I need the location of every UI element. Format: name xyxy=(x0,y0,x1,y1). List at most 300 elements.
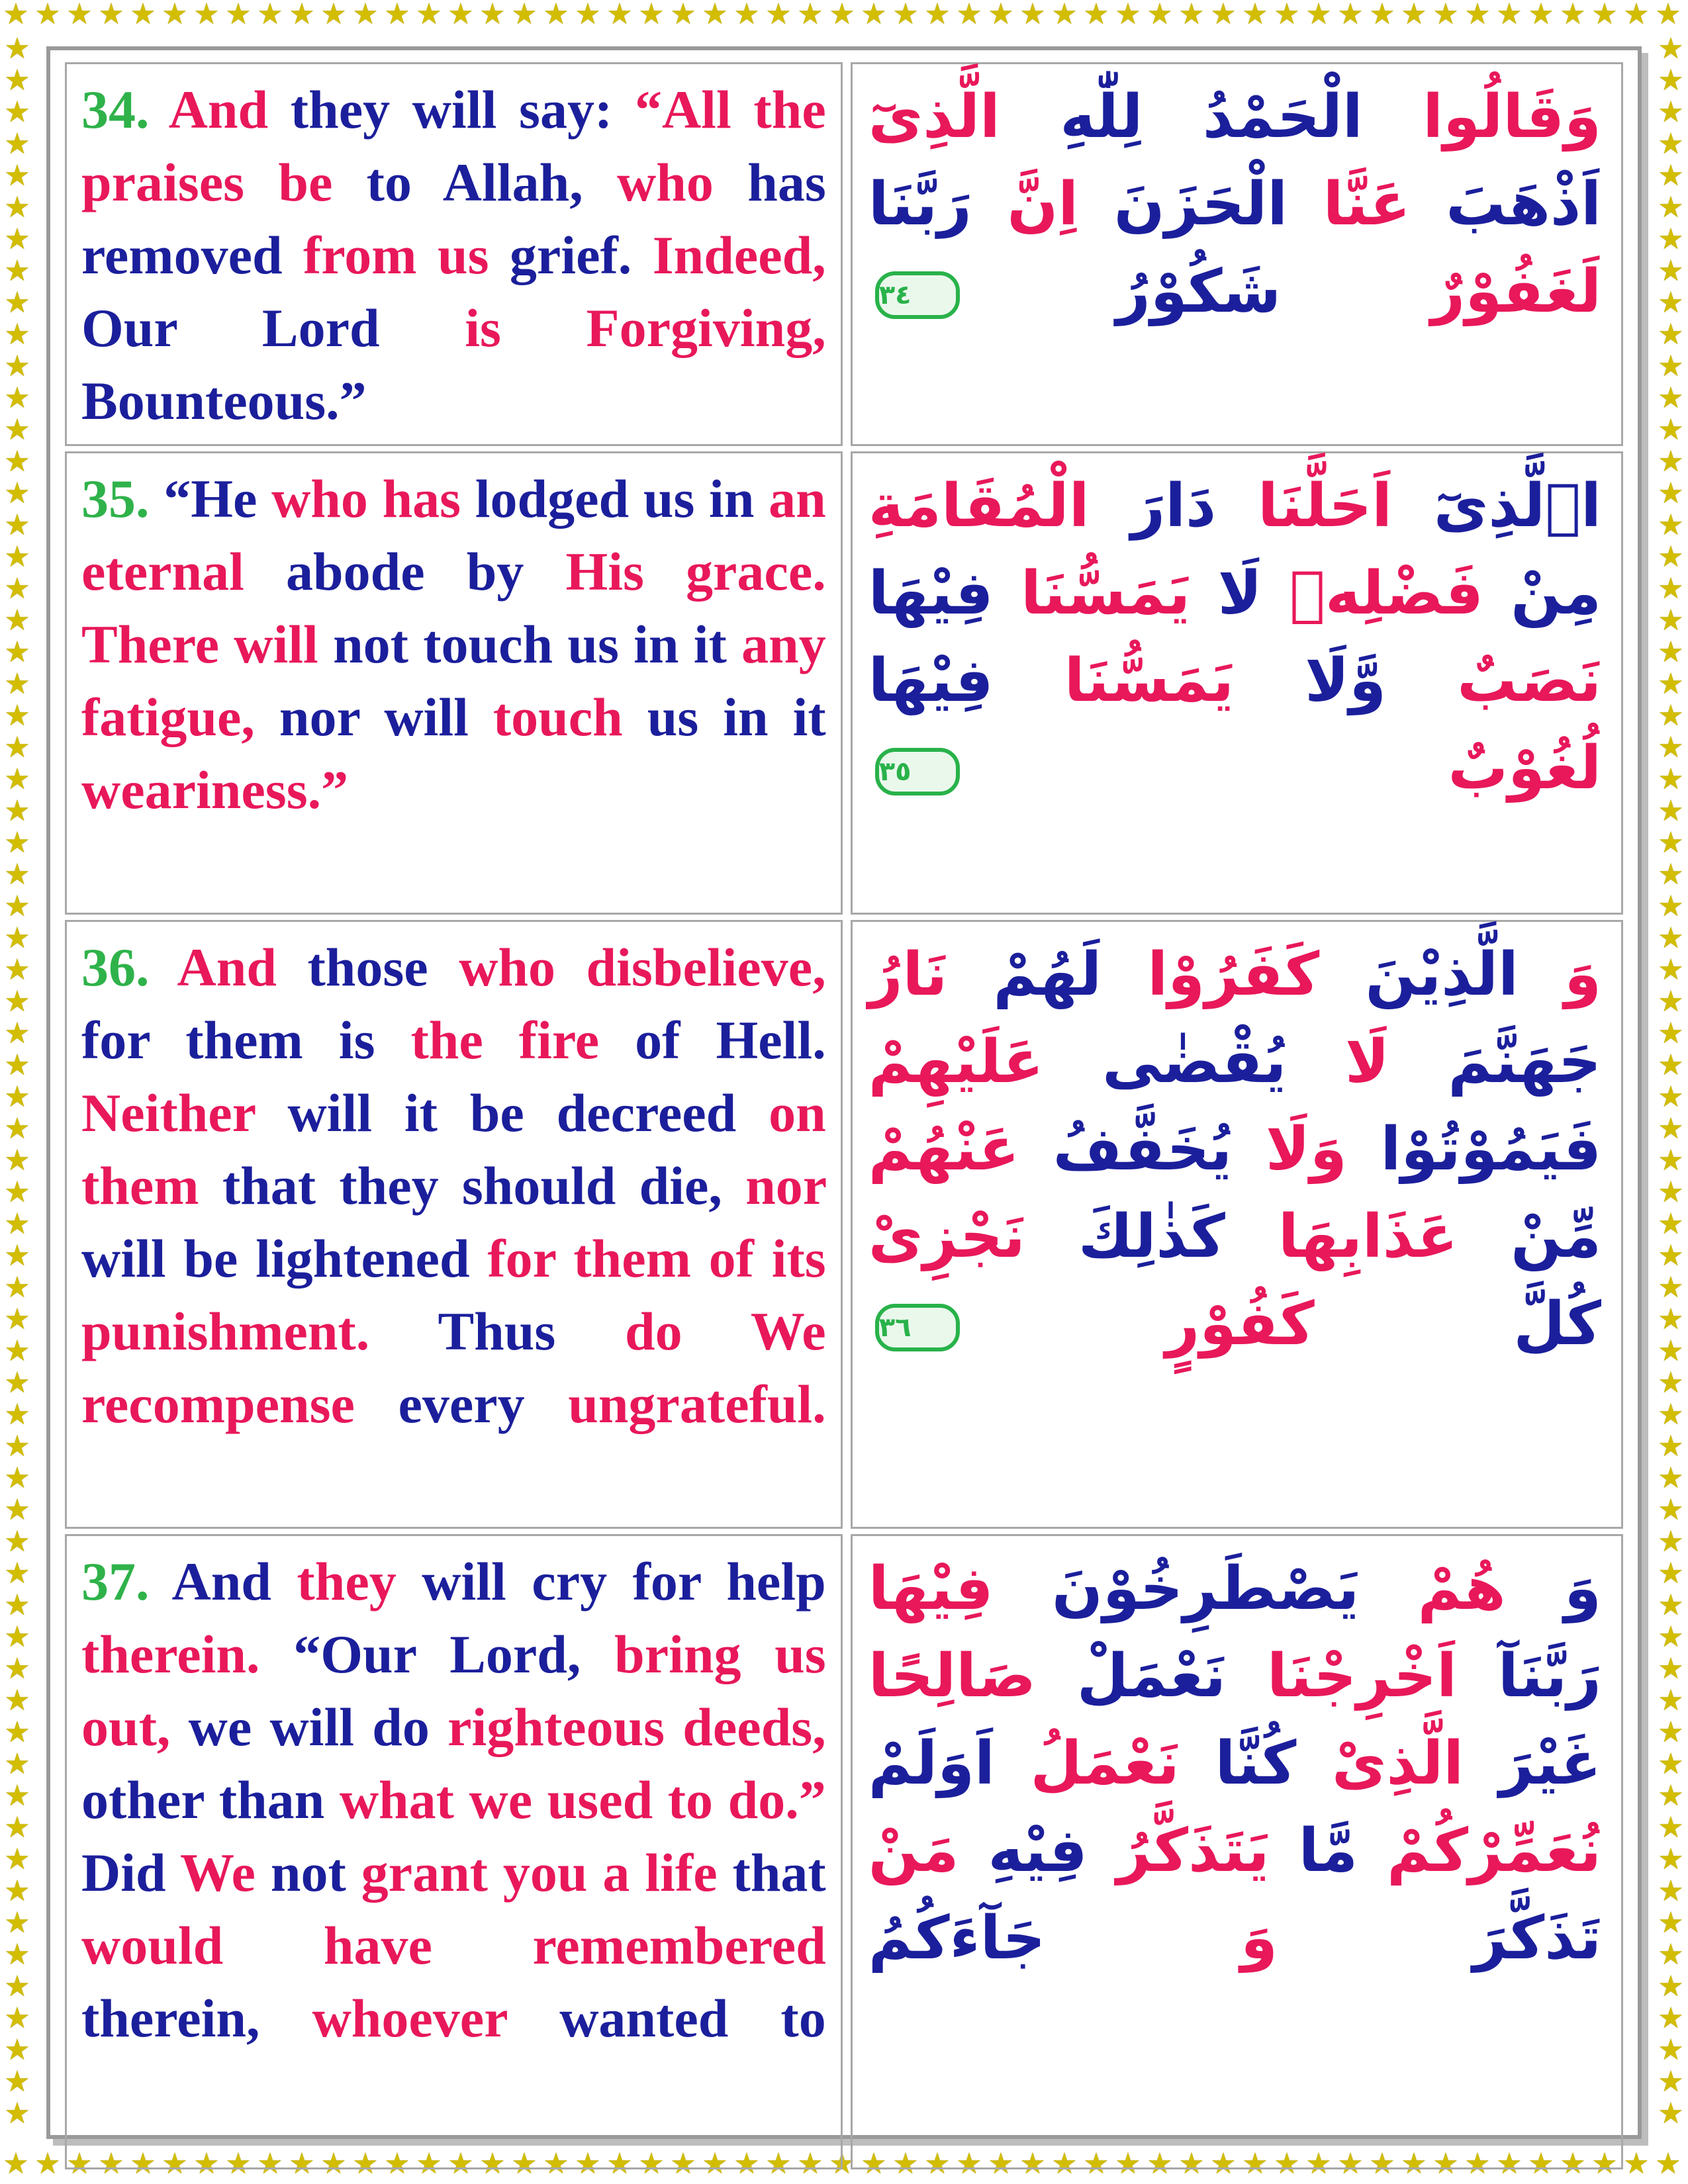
english-segment: any xyxy=(741,614,826,674)
star-icon: ★ xyxy=(1242,2150,1268,2181)
english-segment: they xyxy=(297,1551,397,1612)
star-icon: ★ xyxy=(1658,1144,1684,1177)
arabic-segment: يُخَفَّفُ xyxy=(1019,1115,1233,1184)
arabic-segment: يَتَذَكَّرُ xyxy=(1087,1816,1270,1886)
star-icon: ★ xyxy=(4,1239,30,1273)
star-icon: ★ xyxy=(4,64,30,97)
star-icon: ★ xyxy=(4,2065,30,2099)
arabic-words xyxy=(868,1554,1601,1973)
star-icon: ★ xyxy=(4,2001,30,2035)
arabic-segment: لَغَفُوْرٌ xyxy=(1281,257,1601,326)
star-icon: ★ xyxy=(892,2150,919,2181)
star-icon: ★ xyxy=(416,2150,442,2181)
arabic-segment: لَهُمْ xyxy=(947,940,1102,1009)
arabic-segment: عَذَابِهَا xyxy=(1225,1202,1458,1271)
star-icon: ★ xyxy=(1019,0,1046,31)
star-icon: ★ xyxy=(1658,1906,1684,1940)
star-icon: ★ xyxy=(1369,2150,1395,2181)
star-icon: ★ xyxy=(924,0,951,31)
star-icon: ★ xyxy=(34,2150,61,2181)
star-icon: ★ xyxy=(4,889,30,923)
star-icon: ★ xyxy=(4,1430,30,1463)
star-icon: ★ xyxy=(1210,2150,1237,2181)
star-icon: ★ xyxy=(4,1112,30,1146)
verse-frame xyxy=(46,46,1642,2139)
star-icon: ★ xyxy=(66,2150,93,2181)
arabic-segment: الَّذِىٓ xyxy=(868,82,1000,152)
english-segment: righteous deeds, xyxy=(447,1697,826,1757)
star-icon: ★ xyxy=(670,0,696,31)
star-icon: ★ xyxy=(765,2150,792,2181)
ayah-end-mark: ٣٥ xyxy=(875,748,960,796)
english-segment: And xyxy=(168,79,269,140)
verse-number: 34. xyxy=(81,79,150,140)
arabic-segment: الْحَزَنَ xyxy=(1078,169,1288,239)
star-icon: ★ xyxy=(1658,731,1684,764)
star-icon: ★ xyxy=(416,0,442,31)
arabic-segment: لُغُوْبٌ xyxy=(966,733,1601,803)
arabic-segment: الْمُقَامَةِ xyxy=(868,471,1090,541)
arabic-segment: يَصْطَرِخُوْنَ xyxy=(993,1554,1360,1623)
star-icon: ★ xyxy=(4,2033,30,2067)
star-icon: ★ xyxy=(1658,2033,1684,2067)
star-icon: ★ xyxy=(289,2150,315,2181)
star-icon: ★ xyxy=(4,1747,30,1781)
star-icon: ★ xyxy=(1658,477,1684,510)
english-segment: what we used to do.” xyxy=(339,1770,826,1830)
star-icon: ★ xyxy=(4,1970,30,2003)
english-segment: who disbelieve, xyxy=(459,937,826,997)
star-icon: ★ xyxy=(988,0,1014,31)
star-icon: ★ xyxy=(1658,1366,1684,1400)
star-icon: ★ xyxy=(130,0,156,31)
star-icon: ★ xyxy=(4,1843,30,1876)
star-icon: ★ xyxy=(638,2150,665,2181)
english-segment: is Forgiving, xyxy=(465,298,826,358)
english-segment: they will say: xyxy=(268,79,635,140)
star-icon: ★ xyxy=(4,349,30,383)
star-icon: ★ xyxy=(257,0,283,31)
star-icon: ★ xyxy=(1658,1779,1684,1813)
english-segment: Did xyxy=(81,1843,181,1903)
arabic-segment: كُنَّا xyxy=(1179,1729,1297,1798)
arabic-segment: كُلَّ xyxy=(1314,1289,1601,1359)
english-segment: for them is xyxy=(81,1010,411,1070)
verse-number: 36. xyxy=(81,937,150,997)
star-icon: ★ xyxy=(4,1144,30,1177)
star-icon: ★ xyxy=(1242,0,1268,31)
arabic-segment: غَيْرَ xyxy=(1464,1729,1601,1798)
star-icon: ★ xyxy=(1658,1684,1684,1717)
star-icon: ★ xyxy=(1658,1652,1684,1686)
star-icon: ★ xyxy=(1083,2150,1109,2181)
star-icon: ★ xyxy=(4,127,30,161)
star-icon: ★ xyxy=(4,191,30,224)
star-icon: ★ xyxy=(1658,699,1684,733)
star-icon: ★ xyxy=(733,0,760,31)
star-icon: ★ xyxy=(1274,2150,1300,2181)
star-icon: ★ xyxy=(447,2150,474,2181)
star-icon: ★ xyxy=(1658,985,1684,1019)
star-icon: ★ xyxy=(1658,1175,1684,1209)
english-segment: an xyxy=(754,469,826,529)
english-segment: weariness.” xyxy=(81,760,349,820)
star-icon: ★ xyxy=(1658,286,1684,320)
arabic-segment: عَلَيْهِمْ xyxy=(868,1027,1044,1097)
english-segment: do We recompense xyxy=(81,1301,826,1434)
english-segment: those xyxy=(307,937,459,997)
arabic-segment: اِنَّ xyxy=(971,169,1079,239)
arabic-segment: وَلَا xyxy=(1232,1115,1347,1184)
star-icon: ★ xyxy=(4,222,30,256)
star-icon: ★ xyxy=(1658,794,1684,828)
arabic-segment: نَعْمَلْ xyxy=(1035,1641,1227,1711)
star-icon: ★ xyxy=(733,2150,760,2181)
star-icon: ★ xyxy=(4,1048,30,1082)
star-icon: ★ xyxy=(1655,2150,1681,2181)
arabic-segment: اَذْهَبَ xyxy=(1410,169,1602,239)
english-translation xyxy=(65,1534,843,2169)
star-icon: ★ xyxy=(4,699,30,733)
star-icon: ★ xyxy=(1658,635,1684,669)
verse-row xyxy=(65,1534,1623,2169)
english-segment: grief. xyxy=(489,225,653,285)
star-icon: ★ xyxy=(1305,2150,1332,2181)
arabic-text xyxy=(851,920,1623,1529)
english-segment: from us xyxy=(303,225,489,285)
english-text xyxy=(81,937,826,1434)
star-icon: ★ xyxy=(130,2150,156,2181)
star-icon: ★ xyxy=(98,2150,124,2181)
english-segment: “Our Lord, xyxy=(259,1624,615,1684)
star-icon: ★ xyxy=(4,794,30,828)
star-icon: ★ xyxy=(4,1271,30,1304)
arabic-segment: فِيْهَا xyxy=(868,559,994,628)
star-icon: ★ xyxy=(1178,2150,1205,2181)
english-segment: who xyxy=(271,469,368,529)
star-icon: ★ xyxy=(1432,2150,1459,2181)
star-icon: ★ xyxy=(1658,1017,1684,1050)
english-segment: Thus xyxy=(369,1301,625,1361)
star-icon: ★ xyxy=(1115,0,1141,31)
star-icon: ★ xyxy=(1658,1525,1684,1559)
star-icon: ★ xyxy=(1658,445,1684,478)
star-icon: ★ xyxy=(4,858,30,891)
star-icon: ★ xyxy=(1658,1080,1684,1114)
star-icon: ★ xyxy=(1658,1112,1684,1146)
star-icon: ★ xyxy=(1658,762,1684,796)
english-segment: not touch xyxy=(333,614,553,674)
star-icon: ★ xyxy=(4,286,30,320)
english-segment: other than xyxy=(81,1770,340,1830)
star-icon: ★ xyxy=(4,1017,30,1050)
star-icon: ★ xyxy=(1658,1747,1684,1781)
star-icon: ★ xyxy=(289,0,315,31)
star-icon: ★ xyxy=(4,1493,30,1527)
english-segment: therein. xyxy=(81,1624,260,1684)
star-icon: ★ xyxy=(162,2150,188,2181)
english-segment: eternal xyxy=(81,541,244,602)
english-segment: grant you a life xyxy=(361,1843,718,1903)
english-segment: wanted to xyxy=(507,1988,826,2048)
english-translation xyxy=(65,451,843,915)
arabic-segment: وَ xyxy=(1505,1554,1602,1623)
star-icon: ★ xyxy=(1528,2150,1554,2181)
star-icon: ★ xyxy=(1591,0,1618,31)
star-icon: ★ xyxy=(4,604,30,637)
star-icon: ★ xyxy=(4,445,30,478)
star-icon: ★ xyxy=(1401,2150,1427,2181)
arabic-segment: وَّلَا xyxy=(1234,646,1387,715)
arabic-segment: اۨلَّذِىٓ xyxy=(1392,471,1601,541)
star-icon: ★ xyxy=(1560,0,1586,31)
english-text xyxy=(81,79,826,431)
star-icon: ★ xyxy=(1658,381,1684,415)
star-icon: ★ xyxy=(1658,254,1684,288)
arabic-text xyxy=(851,1534,1623,2169)
arabic-segment: مِنْ xyxy=(1483,559,1601,628)
star-icon: ★ xyxy=(797,2150,823,2181)
star-icon: ★ xyxy=(4,1652,30,1686)
star-icon: ★ xyxy=(1147,0,1173,31)
star-icon: ★ xyxy=(98,0,124,31)
english-segment: Indeed, xyxy=(652,225,826,285)
english-segment: of Hell. xyxy=(599,1010,826,1070)
english-segment: We xyxy=(180,1843,256,1903)
arabic-segment: مِّنْ xyxy=(1458,1202,1602,1271)
star-icon: ★ xyxy=(4,95,30,129)
arabic-segment: اَوَلَمْ xyxy=(868,1729,995,1798)
english-segment: therein, xyxy=(81,1988,312,2048)
star-icon: ★ xyxy=(4,1525,30,1559)
star-icon: ★ xyxy=(829,2150,855,2181)
star-icon: ★ xyxy=(4,762,30,796)
arabic-segment: كَذٰلِكَ xyxy=(1025,1202,1225,1271)
star-icon: ★ xyxy=(1658,191,1684,224)
star-icon: ★ xyxy=(1658,1620,1684,1654)
star-icon: ★ xyxy=(193,2150,220,2181)
english-segment: touch xyxy=(492,687,647,747)
star-icon: ★ xyxy=(1658,64,1684,97)
star-icon: ★ xyxy=(4,1938,30,1972)
english-segment: that xyxy=(717,1843,826,1903)
star-border-left xyxy=(0,34,34,2150)
star-icon: ★ xyxy=(1658,127,1684,161)
star-icon: ★ xyxy=(352,2150,379,2181)
english-segment: nor xyxy=(745,1156,826,1216)
star-icon: ★ xyxy=(4,1207,30,1241)
english-segment: in xyxy=(709,469,755,529)
star-icon: ★ xyxy=(4,477,30,510)
star-icon: ★ xyxy=(702,2150,728,2181)
english-segment: His grace. xyxy=(565,541,826,602)
star-icon: ★ xyxy=(1178,0,1205,31)
ayah-end-mark: ٣٤ xyxy=(875,271,960,319)
arabic-segment: وَ xyxy=(1518,940,1602,1009)
star-icon: ★ xyxy=(4,1684,30,1717)
star-icon: ★ xyxy=(384,0,410,31)
star-icon: ★ xyxy=(225,0,252,31)
arabic-segment: يَمَسُّنَا xyxy=(993,559,1191,628)
star-icon: ★ xyxy=(1147,2150,1173,2181)
star-icon: ★ xyxy=(4,508,30,542)
star-icon: ★ xyxy=(193,0,220,31)
star-icon: ★ xyxy=(575,2150,601,2181)
star-icon: ★ xyxy=(1658,667,1684,701)
star-icon: ★ xyxy=(1496,0,1523,31)
star-icon: ★ xyxy=(1658,222,1684,256)
arabic-segment: الْحَمْدُ لِلّٰهِ xyxy=(1000,82,1363,152)
arabic-segment: كَفَرُوْا xyxy=(1102,940,1320,1009)
arabic-segment: صَالِحًا xyxy=(868,1641,1036,1711)
star-icon: ★ xyxy=(1658,95,1684,129)
star-icon: ★ xyxy=(4,2097,30,2130)
star-icon: ★ xyxy=(543,2150,569,2181)
star-icon: ★ xyxy=(4,34,30,66)
star-icon: ★ xyxy=(511,2150,538,2181)
star-icon: ★ xyxy=(1051,0,1078,31)
star-icon: ★ xyxy=(4,731,30,764)
english-segment: every xyxy=(354,1374,569,1434)
arabic-segment: الَّذِيْنَ xyxy=(1319,940,1519,1009)
english-segment: lodged us xyxy=(461,469,710,529)
star-icon: ★ xyxy=(1658,1048,1684,1082)
arabic-segment: شَكُوْرُ xyxy=(966,257,1282,326)
star-icon: ★ xyxy=(4,1557,30,1590)
star-icon: ★ xyxy=(4,667,30,701)
star-icon: ★ xyxy=(4,381,30,415)
star-icon: ★ xyxy=(320,2150,347,2181)
star-icon: ★ xyxy=(1658,413,1684,447)
arabic-segment: يُقْضٰى xyxy=(1043,1027,1287,1097)
english-segment: for them of its punishment. xyxy=(81,1228,826,1361)
star-icon: ★ xyxy=(1658,1874,1684,1908)
star-icon: ★ xyxy=(1432,0,1459,31)
star-icon: ★ xyxy=(4,159,30,193)
star-icon: ★ xyxy=(1658,1207,1684,1241)
star-icon: ★ xyxy=(479,0,506,31)
arabic-words xyxy=(868,82,1601,326)
english-segment: will be lightened xyxy=(81,1228,488,1289)
star-icon: ★ xyxy=(4,1715,30,1749)
star-icon: ★ xyxy=(670,2150,696,2181)
arabic-segment: جَآءَكُمُ xyxy=(868,1903,1046,1973)
arabic-words xyxy=(868,471,1601,803)
star-icon: ★ xyxy=(1337,0,1364,31)
star-icon: ★ xyxy=(606,2150,633,2181)
star-icon: ★ xyxy=(320,0,347,31)
star-border-right xyxy=(1654,34,1688,2150)
star-icon: ★ xyxy=(1658,34,1684,66)
arabic-segment: فَيَمُوْتُوْا xyxy=(1346,1115,1602,1184)
star-icon: ★ xyxy=(1305,0,1332,31)
arabic-segment: نَجْزِىْ xyxy=(868,1202,1025,1271)
english-segment: that they should die, xyxy=(199,1156,746,1216)
star-icon: ★ xyxy=(1623,2150,1650,2181)
english-segment: the fire xyxy=(410,1010,600,1070)
english-segment xyxy=(368,469,383,529)
arabic-segment: رَبَّنَآ xyxy=(1457,1641,1601,1711)
english-segment: will it be decreed xyxy=(255,1083,769,1143)
star-icon: ★ xyxy=(257,2150,283,2181)
star-icon: ★ xyxy=(34,0,61,31)
star-icon: ★ xyxy=(511,0,538,31)
star-icon: ★ xyxy=(797,0,823,31)
english-segment: we will do xyxy=(170,1697,448,1757)
verse-number: 37. xyxy=(81,1551,150,1612)
star-icon: ★ xyxy=(1658,1493,1684,1527)
english-segment: And xyxy=(171,1551,297,1612)
arabic-segment: هُمْ xyxy=(1359,1554,1506,1623)
english-segment: would have remembered xyxy=(81,1915,826,1976)
arabic-text xyxy=(851,62,1623,446)
star-icon: ★ xyxy=(4,540,30,574)
star-icon: ★ xyxy=(606,0,633,31)
star-icon: ★ xyxy=(1115,2150,1141,2181)
arabic-segment: فِيْهَا xyxy=(868,646,994,715)
arabic-segment: رَبَّنَا xyxy=(868,169,972,239)
star-icon: ★ xyxy=(4,1906,30,1940)
star-icon: ★ xyxy=(1019,2150,1046,2181)
star-icon: ★ xyxy=(4,1302,30,1336)
star-icon: ★ xyxy=(861,0,887,31)
star-icon: ★ xyxy=(4,1779,30,1813)
star-icon: ★ xyxy=(225,2150,252,2181)
star-icon: ★ xyxy=(1658,1461,1684,1495)
star-icon: ★ xyxy=(1658,1430,1684,1463)
star-icon: ★ xyxy=(1658,604,1684,637)
star-icon: ★ xyxy=(66,0,93,31)
star-icon: ★ xyxy=(1658,826,1684,860)
star-icon: ★ xyxy=(4,1175,30,1209)
star-icon: ★ xyxy=(4,254,30,288)
star-icon: ★ xyxy=(1658,159,1684,193)
verse-number: 35. xyxy=(81,469,150,529)
star-border-top xyxy=(0,0,1688,34)
english-segment: fatigue, xyxy=(81,687,279,747)
arabic-segment: مَنْ xyxy=(868,1816,959,1886)
star-icon: ★ xyxy=(1658,921,1684,955)
verse-row xyxy=(65,62,1623,446)
star-icon: ★ xyxy=(1655,0,1681,31)
arabic-segment: فِيْهَا xyxy=(868,1554,994,1623)
star-icon: ★ xyxy=(1658,318,1684,351)
arabic-segment: مَّا xyxy=(1269,1816,1358,1886)
star-icon: ★ xyxy=(1658,1843,1684,1876)
star-icon: ★ xyxy=(1210,0,1237,31)
verse-table xyxy=(57,57,1631,2175)
star-icon: ★ xyxy=(765,0,792,31)
english-segment: has removed xyxy=(81,152,826,285)
star-icon: ★ xyxy=(479,2150,506,2181)
star-icon: ★ xyxy=(1658,1271,1684,1304)
star-icon: ★ xyxy=(162,0,188,31)
english-segment: who xyxy=(617,152,714,212)
english-segment: bring us out, xyxy=(81,1624,826,1757)
english-segment: us in it xyxy=(553,614,742,674)
star-icon: ★ xyxy=(1401,0,1427,31)
star-icon: ★ xyxy=(4,921,30,955)
arabic-segment: فَضْلِهٖ xyxy=(1262,559,1483,628)
arabic-segment: عَنَّا xyxy=(1288,169,1411,239)
star-icon: ★ xyxy=(1658,1715,1684,1749)
english-segment: will xyxy=(384,687,493,747)
star-icon: ★ xyxy=(4,1461,30,1495)
english-segment: us in it xyxy=(647,687,826,747)
star-icon: ★ xyxy=(4,953,30,987)
arabic-segment: وَقَالُوا xyxy=(1362,82,1601,152)
star-icon: ★ xyxy=(1560,2150,1586,2181)
